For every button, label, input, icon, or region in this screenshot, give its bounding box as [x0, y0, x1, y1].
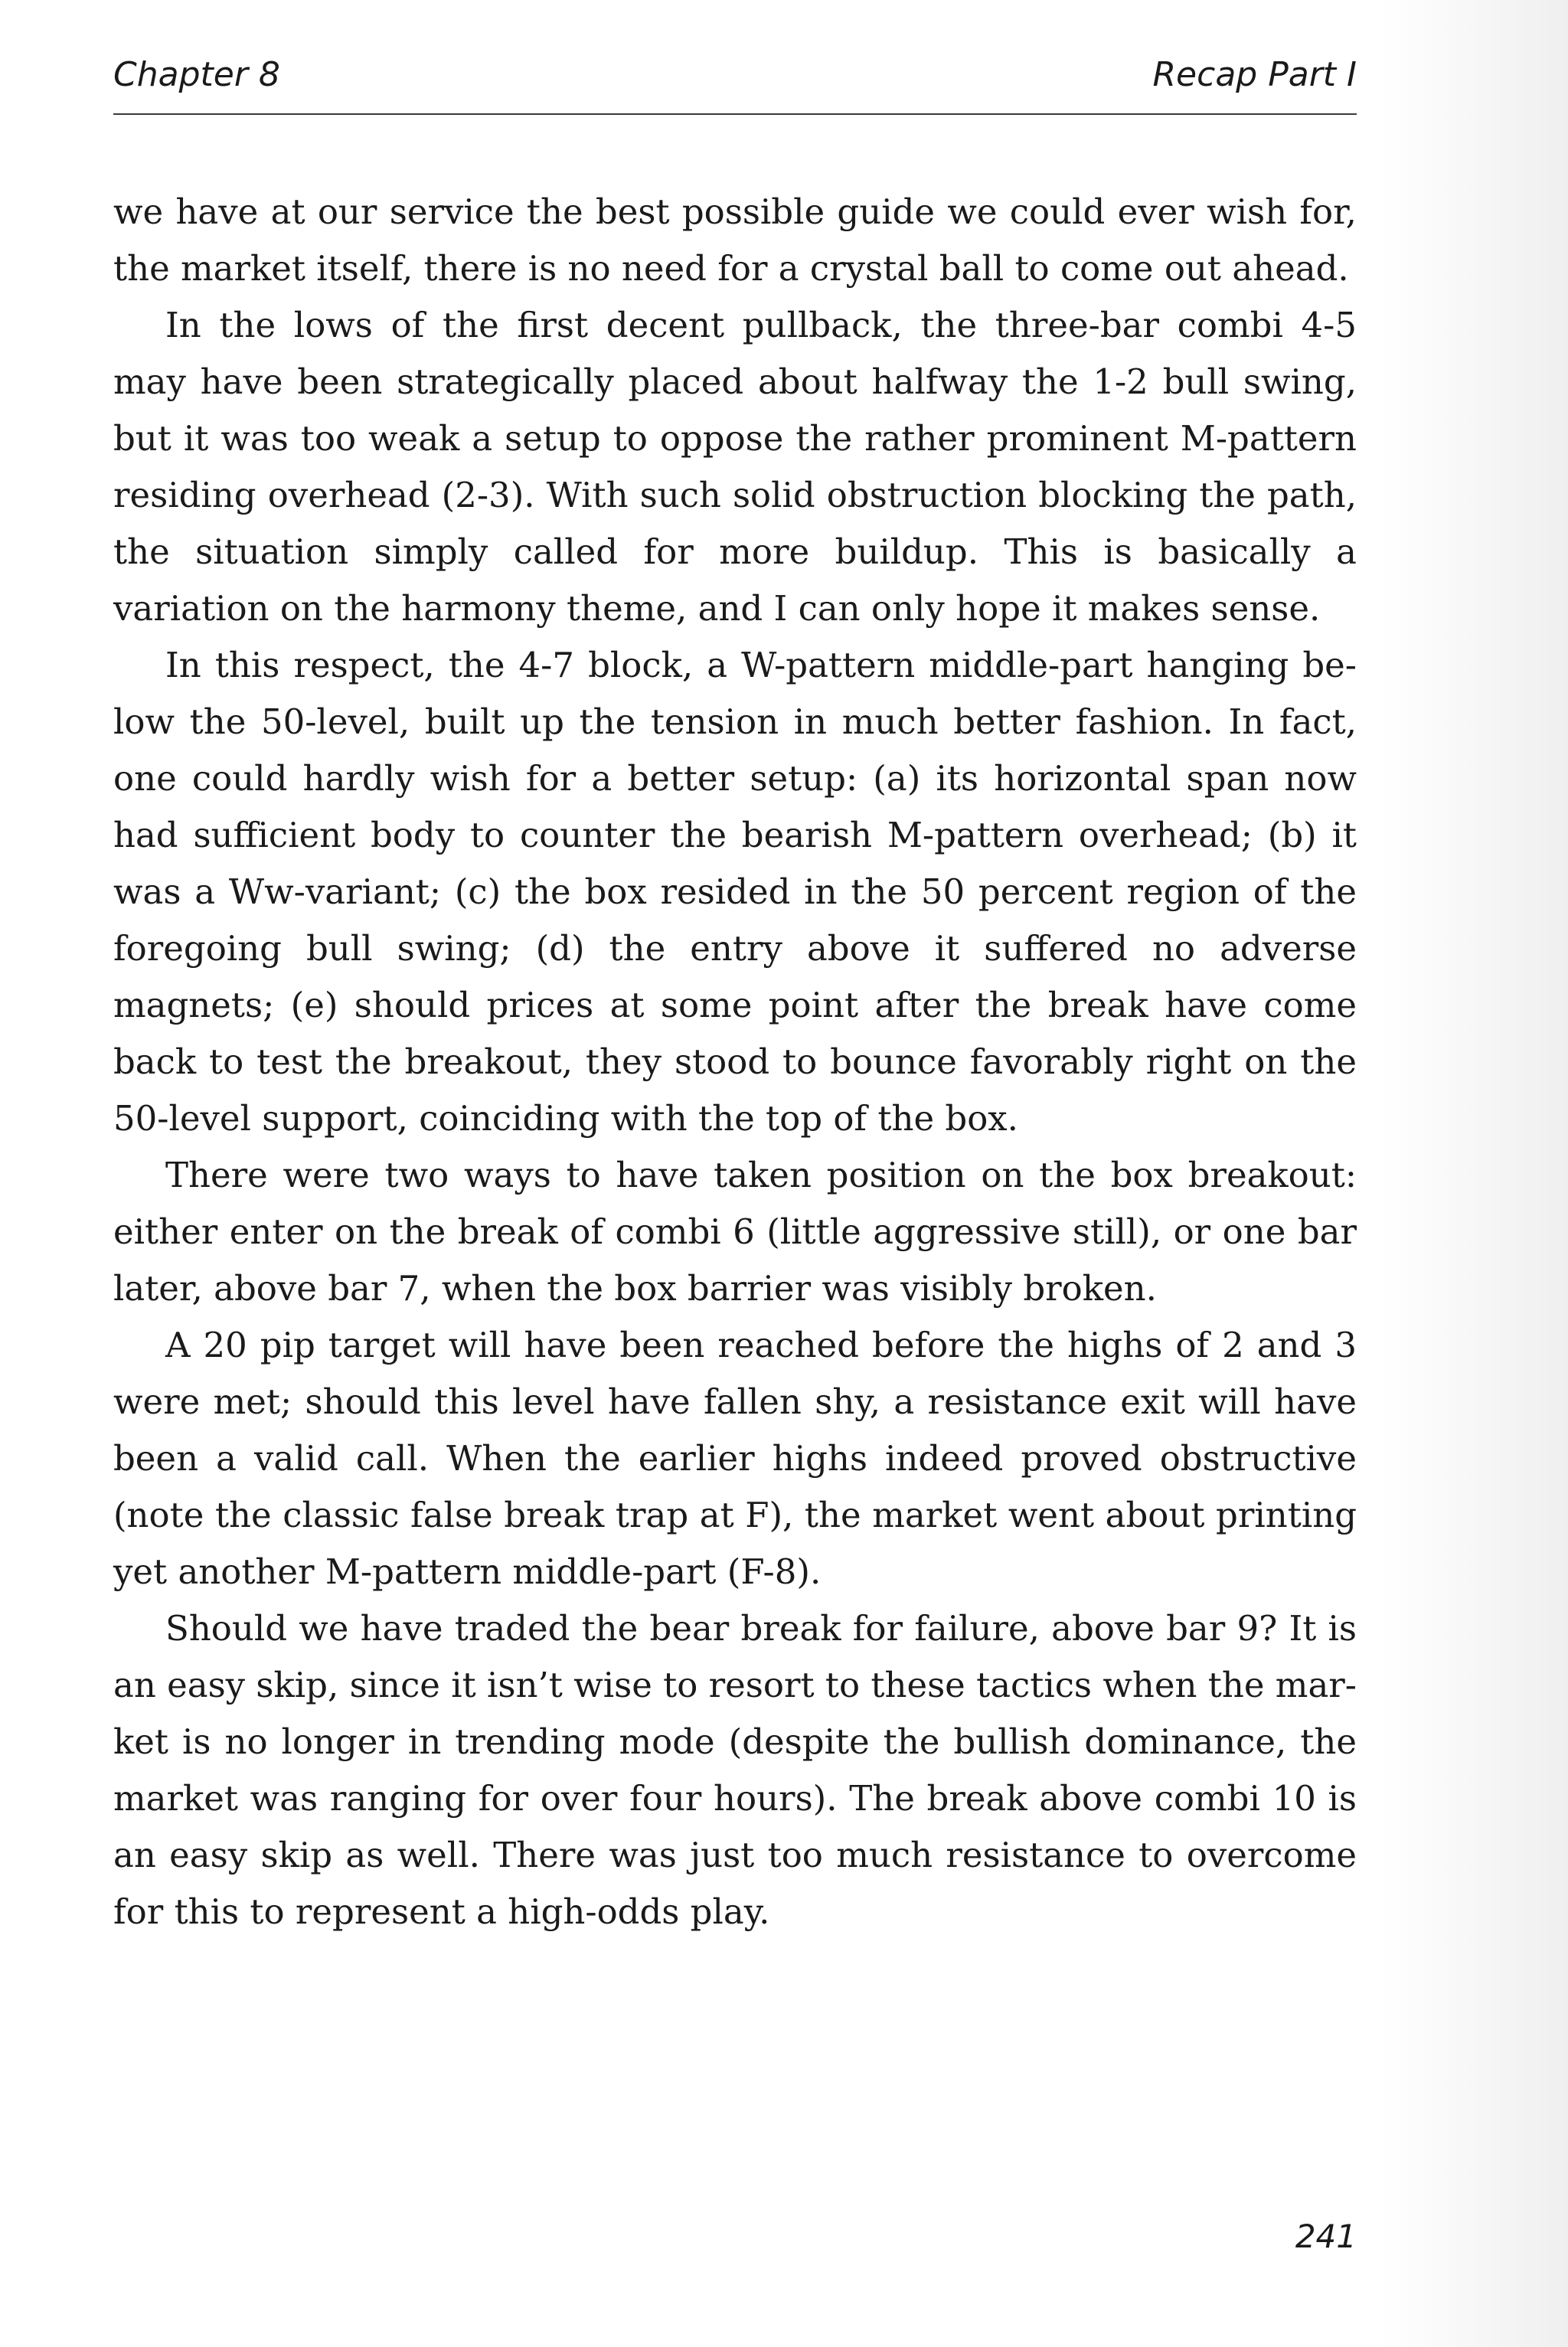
running-head [113, 52, 1357, 115]
page-number: 241 [1295, 2218, 1357, 2255]
section-label: Recap Part I [1152, 55, 1357, 94]
paragraph: In this respect, the 4-7 block, a W-pattern middle-part hanging below the 50-level, built up the tension in much better fashion. In fact, one could hardly wish for a better setup: (a) its horizontal span now had sufficient body to counter the bearish M-pattern overhead; (b) it was a Ww-variant; (c) the box resided in the 50 percent region of the foregoing bull swing; (d) the entry above it suffered no adverse magnets; (e) should prices at some point after the break have come back to test the breakout, they stood to bounce favorably right on the 50-level support, coinciding with the top of the box. [113, 645, 1357, 1139]
paragraph-continuation: we have at our service the best possible guide we could ever wish for, the market itself, there is no need for a crystal ball to come out ahead. [113, 191, 1357, 289]
chapter-label: Chapter 8 [113, 55, 280, 94]
paragraph: Should we have traded the bear break for failure, above bar 9? It is an easy skip, since it isn’t wise to resort to these tactics when the market is no longer in trending mode (despite the bullish dominance, the market was ranging for over four hours). The break above combi 10 is an easy skip as well. There was just too much resistance to overcome for this to represent a high-odds play. [113, 1608, 1357, 1932]
body-text [113, 184, 1357, 1940]
paragraph: In the lows of the first decent pullback, the three-bar combi 4-5 may have been strategically placed about halfway the 1-2 bull swing, but it was too weak a setup to oppose the rather prominent M-pattern residing overhead (2-3). With such solid obstruction blocking the path, the situation simply called for more buildup. This is basically a variation on the harmony theme, and I can only hope it makes sense. [113, 305, 1357, 629]
paragraph: There were two ways to have taken position on the box breakout: either enter on the break of combi 6 (little aggressive still), or one bar later, above bar 7, when the box barrier was visibly broken. [113, 1155, 1357, 1309]
paragraph: A 20 pip target will have been reached before the highs of 2 and 3 were met; should this level have fallen shy, a resistance exit will have been a valid call. When the earlier highs indeed proved obstructive (note the classic false break trap at F), the market went about printing yet another M-pattern middle-part (F-8). [113, 1325, 1357, 1592]
